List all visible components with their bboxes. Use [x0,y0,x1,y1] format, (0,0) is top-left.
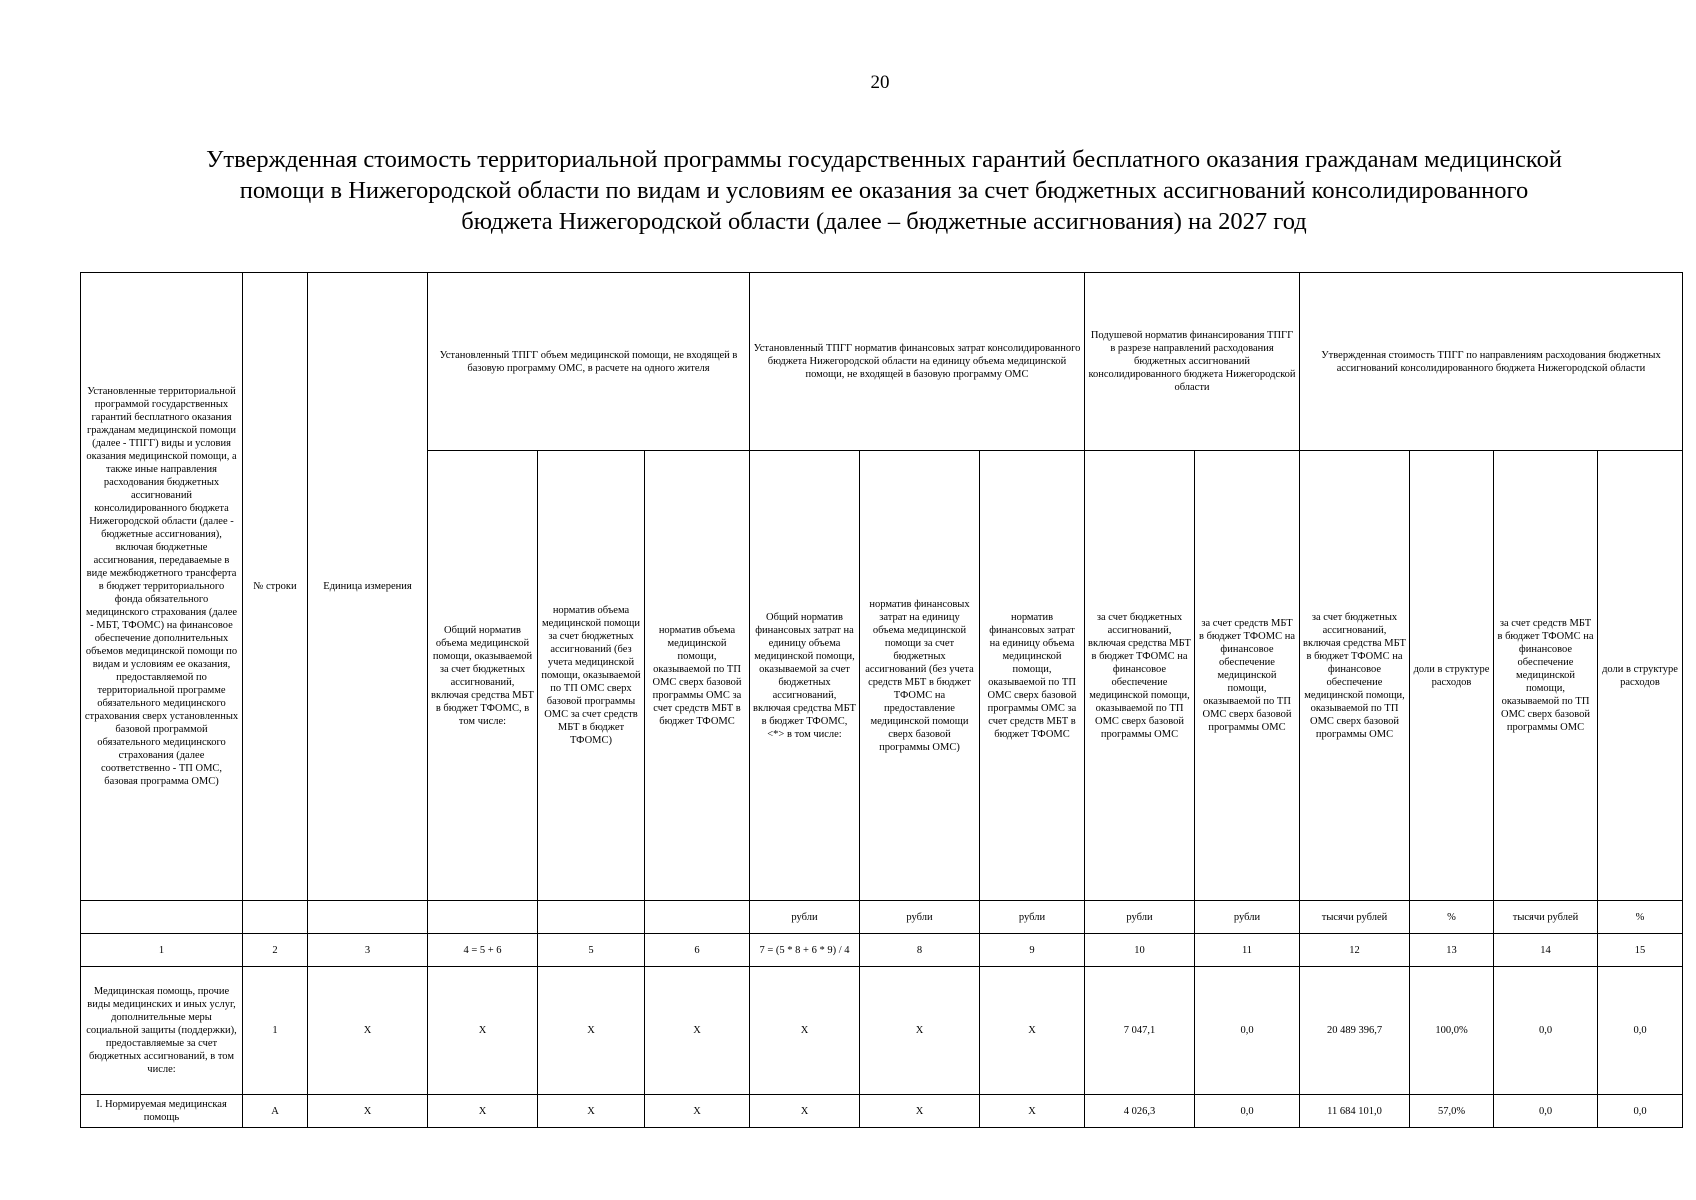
row-cell: 0,0 [1598,967,1683,1095]
document-title [84,144,1684,237]
header-col-6: норматив объема медицинской помощи, оказываемой по ТП ОМС сверх базовой программы ОМС за счет средств МБТ в бюджет ТФОМС [645,451,750,901]
unit-cell [308,901,428,934]
row-cell: X [428,1095,538,1128]
column-number-cell: 10 [1085,934,1195,967]
column-number-cell: 4 = 5 + 6 [428,934,538,967]
header-col-8: норматив финансовых затрат на единицу объема медицинской помощи за счет бюджетных ассигнований (без учета средств МБТ в бюджет ТФОМС на предоставление медицинской помощи сверх базовой программы ОМС) [860,451,980,901]
row-cell: X [750,1095,860,1128]
column-number-cell: 13 [1410,934,1494,967]
unit-cell: рубли [980,901,1085,934]
header-col-3: Единица измерения [308,273,428,901]
row-cell: 7 047,1 [1085,967,1195,1095]
row-cell: 100,0% [1410,967,1494,1095]
row-line-number: 1 [243,967,308,1095]
row-cell: X [645,967,750,1095]
header-col-1: Установленные территориальной программой государственных гарантий бесплатного оказания гражданам медицинской помощи (далее - ТПГГ) виды и условия оказания медицинской помощи, а также иные направления расходования бюджетных ассигнований консолидированного бюджета Нижегородской области (далее - бюджетные ассигнования), включая бюджетные ассигнования, передаваемые в виде межбюджетного трансферта в бюджет территориального фонда обязательного медицинского страхования (далее - МБТ, ТФОМС) на финансовое обеспечение дополнительных объемов медицинской помощи по видам и условиям ее оказания, предоставляемой по территориальной программе обязательного медицинского страхования сверх установленных базовой программой обязательного медицинского страхования (далее соответственно - ТП ОМС, базовая программа ОМС) [81,273,243,901]
column-number-cell: 11 [1195,934,1300,967]
row-cell: 0,0 [1494,1095,1598,1128]
column-number-cell: 3 [308,934,428,967]
row-cell: X [750,967,860,1095]
unit-cell [645,901,750,934]
column-number-cell: 2 [243,934,308,967]
budget-table [80,272,1683,1128]
column-number-cell: 15 [1598,934,1683,967]
unit-cell: рубли [1195,901,1300,934]
table-row [81,1095,1683,1128]
header-col-11: за счет средств МБТ в бюджет ТФОМС на финансовое обеспечение медицинской помощи, оказываемой по ТП ОМС сверх базовой программы ОМС [1195,451,1300,901]
header-col-15: доли в структуре расходов [1598,451,1683,901]
row-cell: 0,0 [1195,1095,1300,1128]
column-number-cell: 12 [1300,934,1410,967]
column-number-cell: 8 [860,934,980,967]
header-col-4: Общий норматив объема медицинской помощи, оказываемой за счет бюджетных ассигнований, включая средства МБТ в бюджет ТФОМС, в том числе: [428,451,538,901]
header-col-5: норматив объема медицинской помощи за счет бюджетных ассигнований (без учета медицинской помощи, оказываемой по ТП ОМС сверх базовой программы ОМС за счет средств МБТ в бюджет ТФОМС) [538,451,645,901]
title-line-1: Утвержденная стоимость территориальной программы государственных гарантий бесплатного оказания гражданам медицинской [206,146,1562,173]
unit-cell: рубли [1085,901,1195,934]
row-unit: X [308,967,428,1095]
title-line-2: помощи в Нижегородской области по видам и условиям ее оказания за счет бюджетных ассигнований консолидированного [239,177,1529,204]
row-cell: X [538,1095,645,1128]
row-cell: X [538,967,645,1095]
table-row [81,967,1683,1095]
row-cell: X [980,1095,1085,1128]
header-row-groups [81,273,1683,451]
row-unit: X [308,1095,428,1128]
unit-cell [243,901,308,934]
unit-cell [428,901,538,934]
column-number-cell: 5 [538,934,645,967]
unit-cell [538,901,645,934]
header-group-volume: Установленный ТПГГ объем медицинской помощи, не входящей в базовую программу ОМС, в расчете на одного жителя [428,273,750,451]
unit-cell: тысячи рублей [1494,901,1598,934]
column-numbers-row [81,934,1683,967]
page-number: 20 [870,72,890,93]
column-number-cell: 7 = (5 * 8 + 6 * 9) / 4 [750,934,860,967]
row-cell: X [645,1095,750,1128]
header-group-percapita: Подушевой норматив финансирования ТПГГ в разрезе направлений расходования бюджетных ассигнований консолидированного бюджета Нижегородской области [1085,273,1300,451]
row-cell: X [860,967,980,1095]
header-col-10: за счет бюджетных ассигнований, включая средства МБТ в бюджет ТФОМС на финансовое обеспечение медицинской помощи, оказываемой по ТП ОМС сверх базовой программы ОМС [1085,451,1195,901]
row-cell: X [860,1095,980,1128]
column-number-cell: 9 [980,934,1085,967]
row-cell: 0,0 [1494,967,1598,1095]
header-col-7: Общий норматив финансовых затрат на единицу объема медицинской помощи, оказываемой за счет бюджетных ассигнований, включая средства МБТ в бюджет ТФОМС, <*> в том числе: [750,451,860,901]
header-group-norm: Установленный ТПГГ норматив финансовых затрат консолидированного бюджета Нижегородской области на единицу объема медицинской помощи, не входящей в базовую программу ОМС [750,273,1085,451]
row-cell: X [428,967,538,1095]
title-line-3: бюджета Нижегородской области (далее – бюджетные ассигнования) на 2027 год [461,208,1307,235]
row-cell: 4 026,3 [1085,1095,1195,1128]
header-group-cost: Утвержденная стоимость ТПГГ по направлениям расходования бюджетных ассигнований консолидированного бюджета Нижегородской области [1300,273,1683,451]
row-cell: 57,0% [1410,1095,1494,1128]
row-name: I. Нормируемая медицинская помощь [81,1095,243,1128]
row-line-number: А [243,1095,308,1128]
unit-cell: % [1410,901,1494,934]
header-col-9: норматив финансовых затрат на единицу объема медицинской помощи, оказываемой по ТП ОМС сверх базовой программы ОМС за счет средств МБТ в бюджет ТФОМС [980,451,1085,901]
header-col-13: доли в структуре расходов [1410,451,1494,901]
unit-cell: тысячи рублей [1300,901,1410,934]
row-cell: 20 489 396,7 [1300,967,1410,1095]
column-number-cell: 14 [1494,934,1598,967]
column-number-cell: 6 [645,934,750,967]
row-cell: X [980,967,1085,1095]
row-cell: 11 684 101,0 [1300,1095,1410,1128]
unit-cell: рубли [750,901,860,934]
header-col-14: за счет средств МБТ в бюджет ТФОМС на финансовое обеспечение медицинской помощи, оказываемой по ТП ОМС сверх базовой программы ОМС [1494,451,1598,901]
row-cell: 0,0 [1195,967,1300,1095]
column-number-cell: 1 [81,934,243,967]
header-col-12: за счет бюджетных ассигнований, включая средства МБТ в бюджет ТФОМС на финансовое обеспечение медицинской помощи, оказываемой по ТП ОМС сверх базовой программы ОМС [1300,451,1410,901]
header-col-2: № строки [243,273,308,901]
unit-cell: % [1598,901,1683,934]
unit-cell: рубли [860,901,980,934]
units-row [81,901,1683,934]
row-cell: 0,0 [1598,1095,1683,1128]
row-name: Медицинская помощь, прочие виды медицинских и иных услуг, дополнительные меры социальной защиты (поддержки), предоставляемые за счет бюджетных ассигнований, в том числе: [81,967,243,1095]
unit-cell [81,901,243,934]
